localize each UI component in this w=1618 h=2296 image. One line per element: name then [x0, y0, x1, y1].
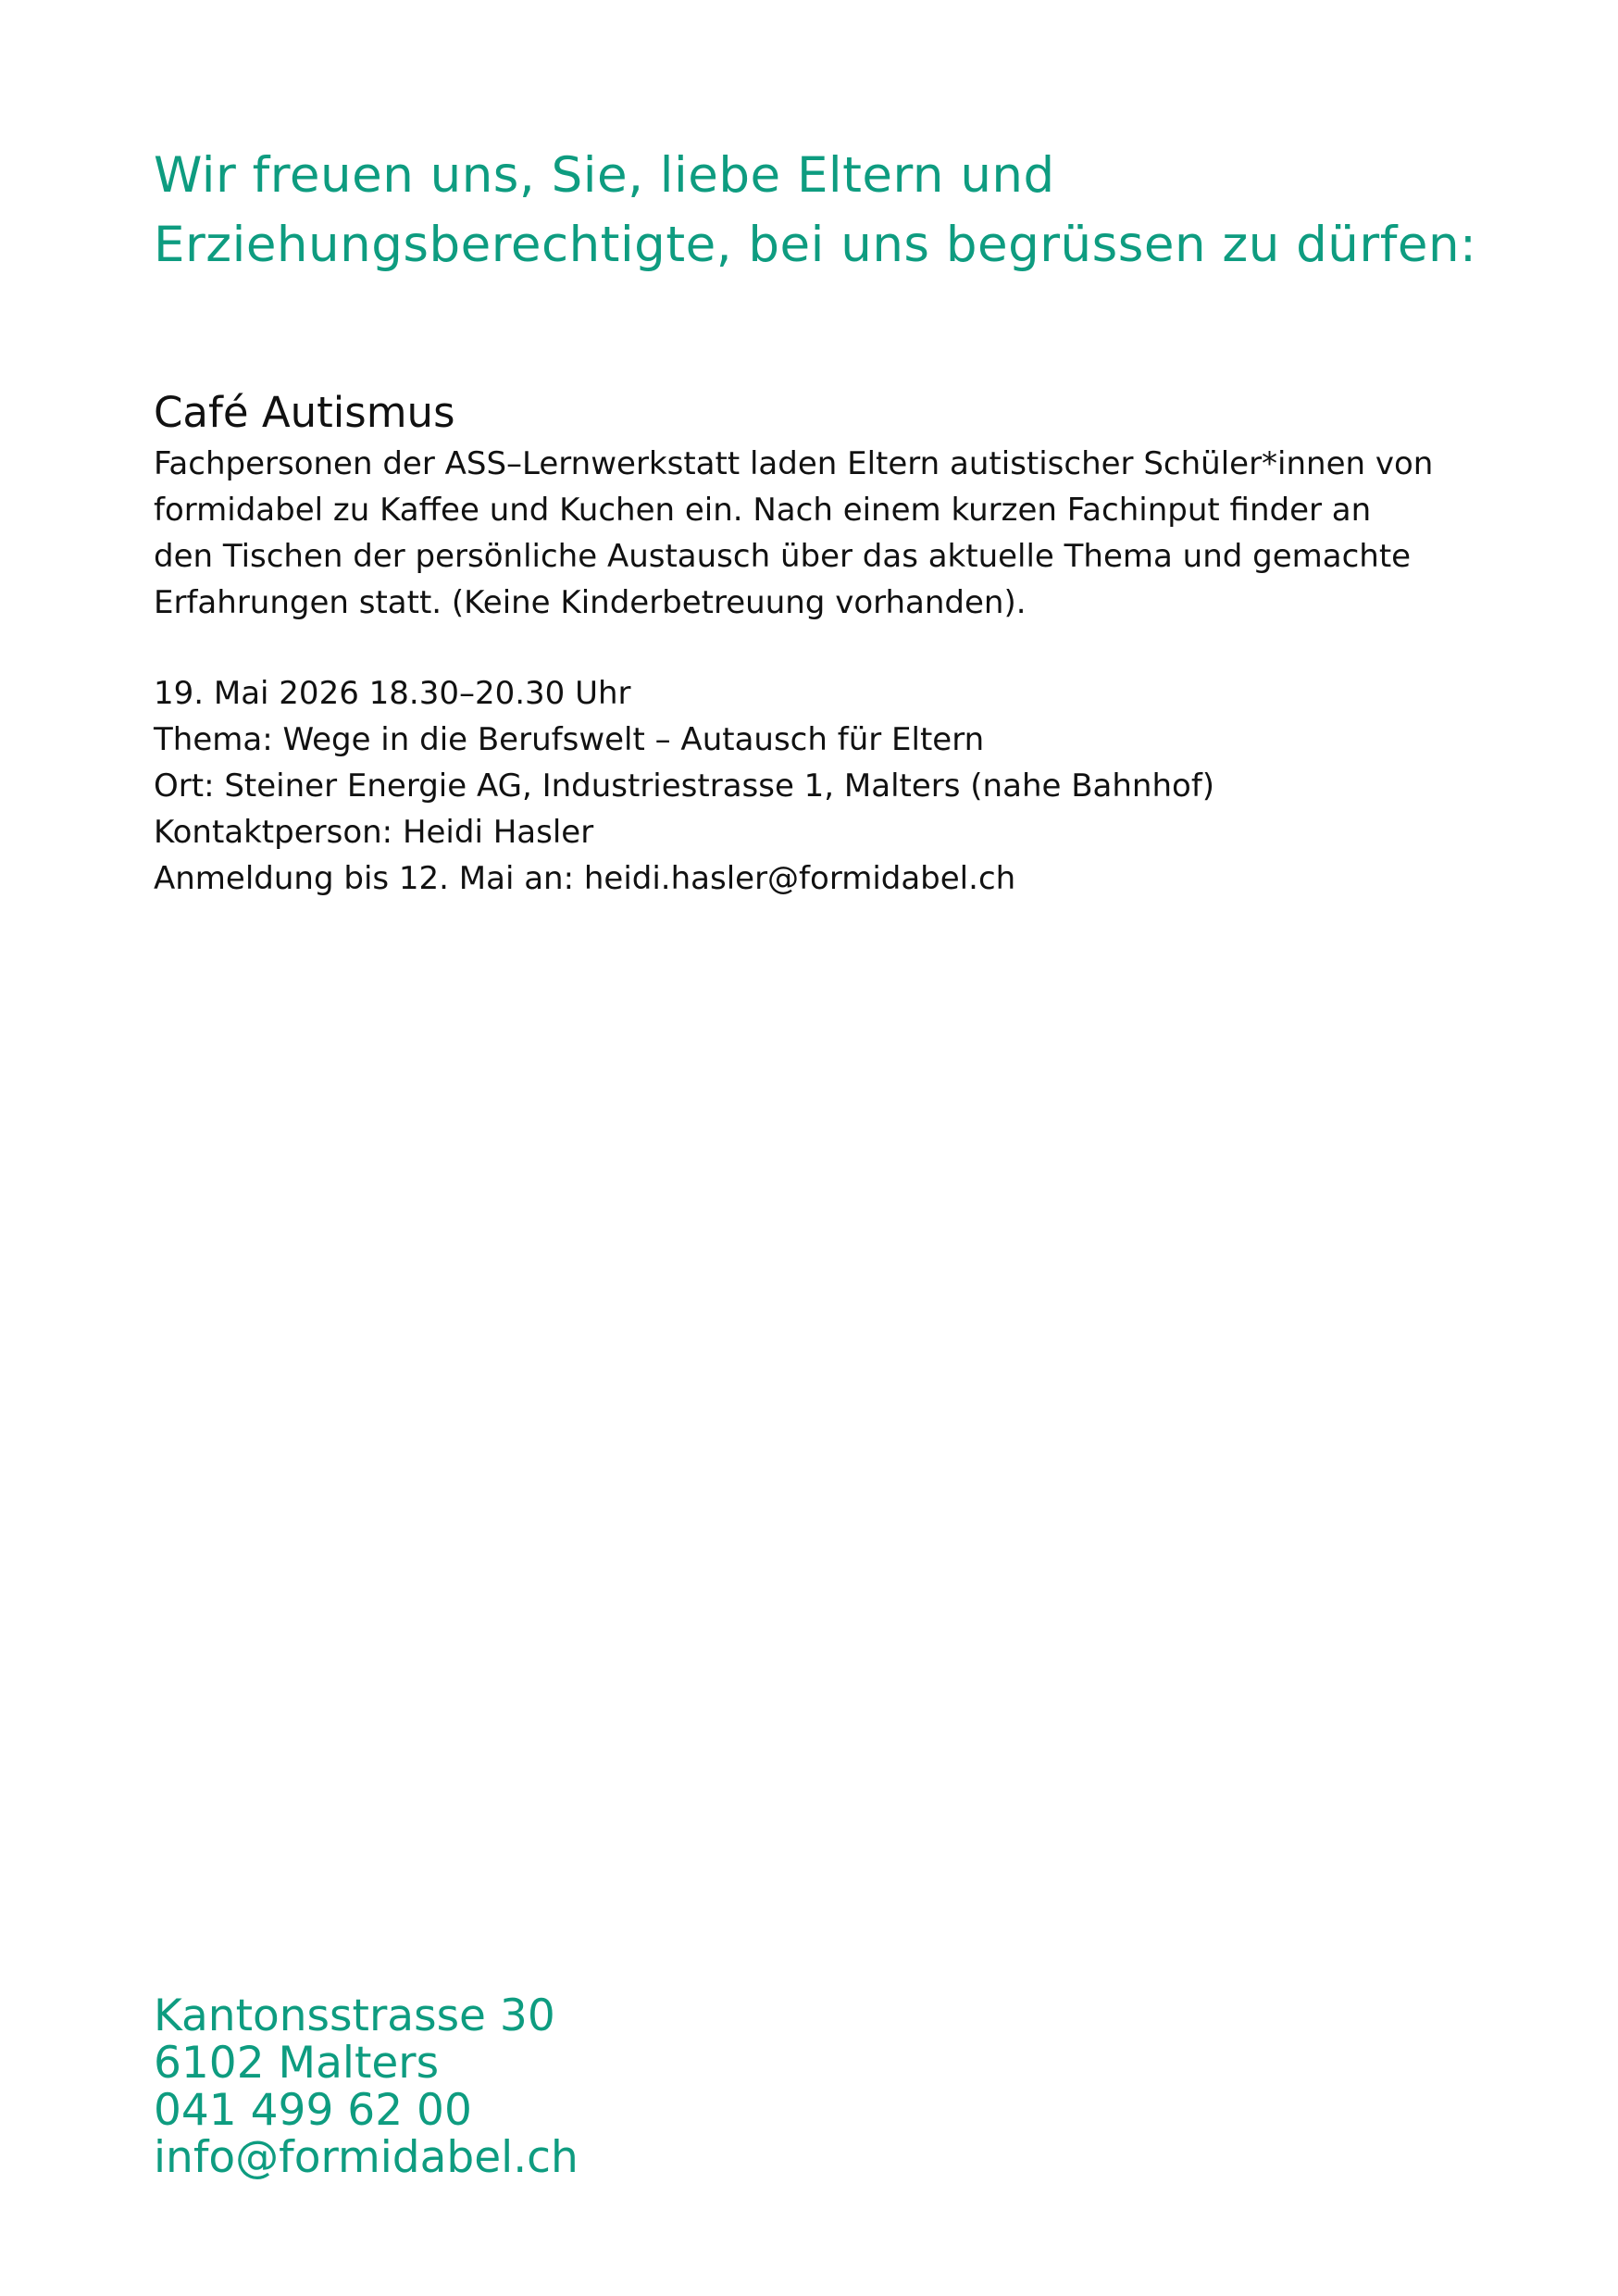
welcome-heading-line-1: Wir freuen uns, Sie, liebe Eltern und: [154, 147, 1055, 204]
welcome-heading-line-2: Erziehungsberechtigte, bei uns begrüssen zu dürfen:: [154, 217, 1477, 273]
event-section: [154, 385, 1496, 626]
organization-address: [154, 1992, 987, 2181]
welcome-heading: [154, 141, 1542, 280]
event-location: Ort: Steiner Energie AG, Industriestrasse 1, Malters (nahe Bahnhof): [154, 767, 1215, 805]
event-description-line-1: Fachpersonen der ASS–Lernwerkstatt laden Eltern autistischer Schüler*innen von: [154, 445, 1434, 482]
event-description-line-2: formidabel zu Kaffee und Kuchen ein. Nach einem kurzen Fachinput finder an: [154, 492, 1372, 529]
event-description: [154, 441, 1496, 626]
event-topic: Thema: Wege in die Berufswelt – Autausch für Eltern: [154, 721, 985, 758]
event-details: [154, 670, 1496, 902]
event-registration: Anmeldung bis 12. Mai an: heidi.hasler@formidabel.ch: [154, 860, 1016, 897]
event-contact: Kontaktperson: Heidi Hasler: [154, 814, 594, 851]
event-date: 19. Mai 2026 18.30–20.30 Uhr: [154, 675, 631, 712]
event-description-line-3: den Tischen der persönliche Austausch über das aktuelle Thema und gemachte: [154, 538, 1412, 575]
address-city: 6102 Malters: [154, 2038, 440, 2089]
event-description-line-4: Erfahrungen statt. (Keine Kinderbetreuung vorhanden).: [154, 584, 1027, 621]
event-title: Café Autismus: [154, 388, 455, 437]
address-email: info@formidabel.ch: [154, 2132, 579, 2183]
address-street: Kantonsstrasse 30: [154, 1990, 555, 2041]
address-phone: 041 499 62 00: [154, 2085, 472, 2136]
